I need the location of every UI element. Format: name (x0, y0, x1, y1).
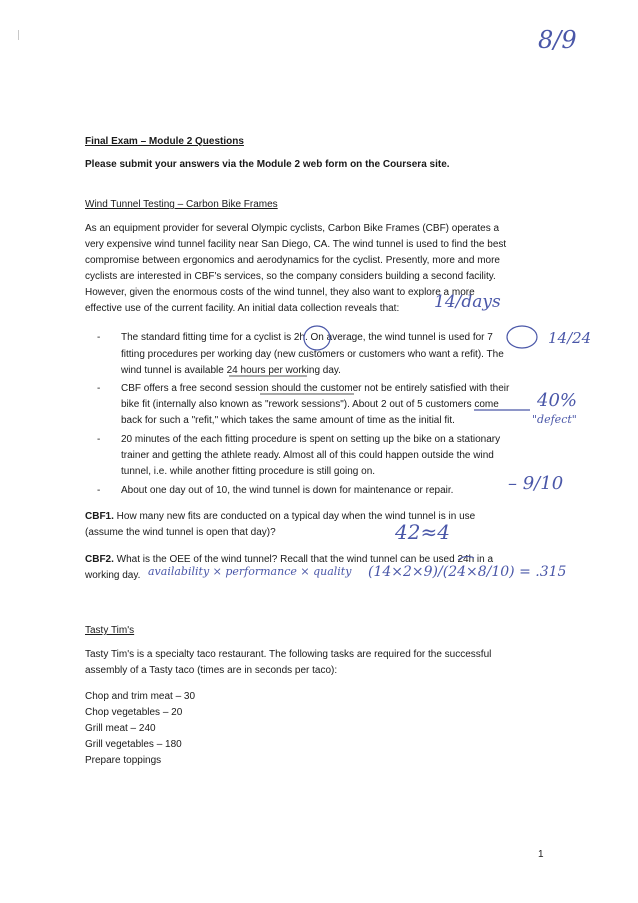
paragraph-line: cyclists are interested in CBF's services, so the company considers building a second facility. (85, 271, 496, 282)
bullet-line: bike fit (internally also known as "rework sessions"). About 2 out of 5 customers come (121, 399, 499, 410)
question-text: (assume the wind tunnel is open that day)? (85, 527, 276, 538)
task-item: Grill meat – 240 (85, 723, 156, 734)
bullet-line: CBF offers a free second session should the customer not be entirely satisfied with their (121, 383, 510, 394)
bullet-line: tunnel, i.e. while another fitting procedure is still going on. (121, 466, 376, 477)
bullet-line: back for such a "refit," which takes the same amount of time as the initial fit. (121, 415, 455, 426)
section-heading-tasty-tims: Tasty Tim's (85, 625, 135, 636)
handwritten-note-40-percent: 40% (537, 390, 578, 411)
bullet-line: About one day out of 10, the wind tunnel is down for maintenance or repair. (121, 485, 454, 496)
handwritten-note-9-10: – 9/10 (508, 473, 564, 494)
paragraph-line: very expensive wind tunnel facility near San Diego, CA. The wind tunnel is used to find the best (85, 239, 507, 250)
handwritten-note-14-days: 14/days (434, 292, 501, 312)
section-heading-wind-tunnel: Wind Tunnel Testing – Carbon Bike Frames (85, 199, 278, 210)
handwritten-answer-cbf2: (14×2×9)/(24×8/10) = .315 (368, 564, 567, 580)
question-text: working day. (85, 570, 141, 581)
bullet-line: trainer and getting the athlete ready. Almost all of this could happen outside the wind (121, 450, 494, 461)
bullet-line: fitting procedures per working day (new customers or customers who want a refit). The (121, 349, 504, 360)
task-item: Grill vegetables – 180 (85, 739, 182, 750)
bullet-dash: - (97, 332, 101, 343)
paragraph-line: effective use of the current facility. An initial data collection reveals that: (85, 303, 400, 314)
exam-title: Final Exam – Module 2 Questions (85, 136, 244, 147)
ink-circle-7 (507, 326, 537, 348)
page-number: 1 (538, 849, 544, 860)
question-text: How many new fits are conducted on a typical day when the wind tunnel is in use (113, 511, 476, 522)
question-text: What is the OEE of the wind tunnel? Recall that the wind tunnel can be used 24h in a (113, 554, 494, 565)
bullet-dash: - (97, 434, 101, 445)
task-item: Prepare toppings (85, 755, 162, 766)
bullet-line: The standard fitting time for a cyclist is 2h. On average, the wind tunnel is used for 7 (121, 332, 493, 343)
paragraph-line: assembly of a Tasty taco (times are in seconds per taco): (85, 665, 338, 676)
bullet-dash: - (97, 485, 101, 496)
paragraph-line: However, given the enormous costs of the wind tunnel, they also want to explore a more (85, 287, 475, 298)
handwritten-note-14-24: 14/24 (548, 329, 592, 347)
paragraph-line: Tasty Tim's is a specialty taco restaurant. The following tasks are required for the successful (85, 649, 492, 660)
task-item: Chop vegetables – 20 (85, 707, 183, 718)
task-item: Chop and trim meat – 30 (85, 691, 196, 702)
bullet-dash: - (97, 383, 101, 394)
submission-instruction: Please submit your answers via the Module 2 web form on the Coursera site. (85, 159, 450, 170)
question-label: CBF1. (85, 511, 114, 522)
bullet-line: wind tunnel is available 24 hours per working day. (121, 365, 341, 376)
question-label: CBF2. (85, 554, 114, 565)
scan-mark (18, 30, 19, 40)
paragraph-line: As an equipment provider for several Olympic cyclists, Carbon Bike Frames (CBF) operates a (85, 223, 500, 234)
handwritten-answer-cbf1: 42≈4 (395, 520, 450, 544)
paragraph-line: compromise between ergonomics and aerodynamics for the cyclist. Presently, more and more (85, 255, 500, 266)
handwritten-note-defect: "defect" (532, 413, 577, 426)
bullet-line: 20 minutes of the each fitting procedure is spent on setting up the bike on a stationary (121, 434, 501, 445)
handwritten-oee-formula: availability × performance × quality (148, 565, 352, 578)
handwritten-score: 8/9 (538, 26, 577, 54)
